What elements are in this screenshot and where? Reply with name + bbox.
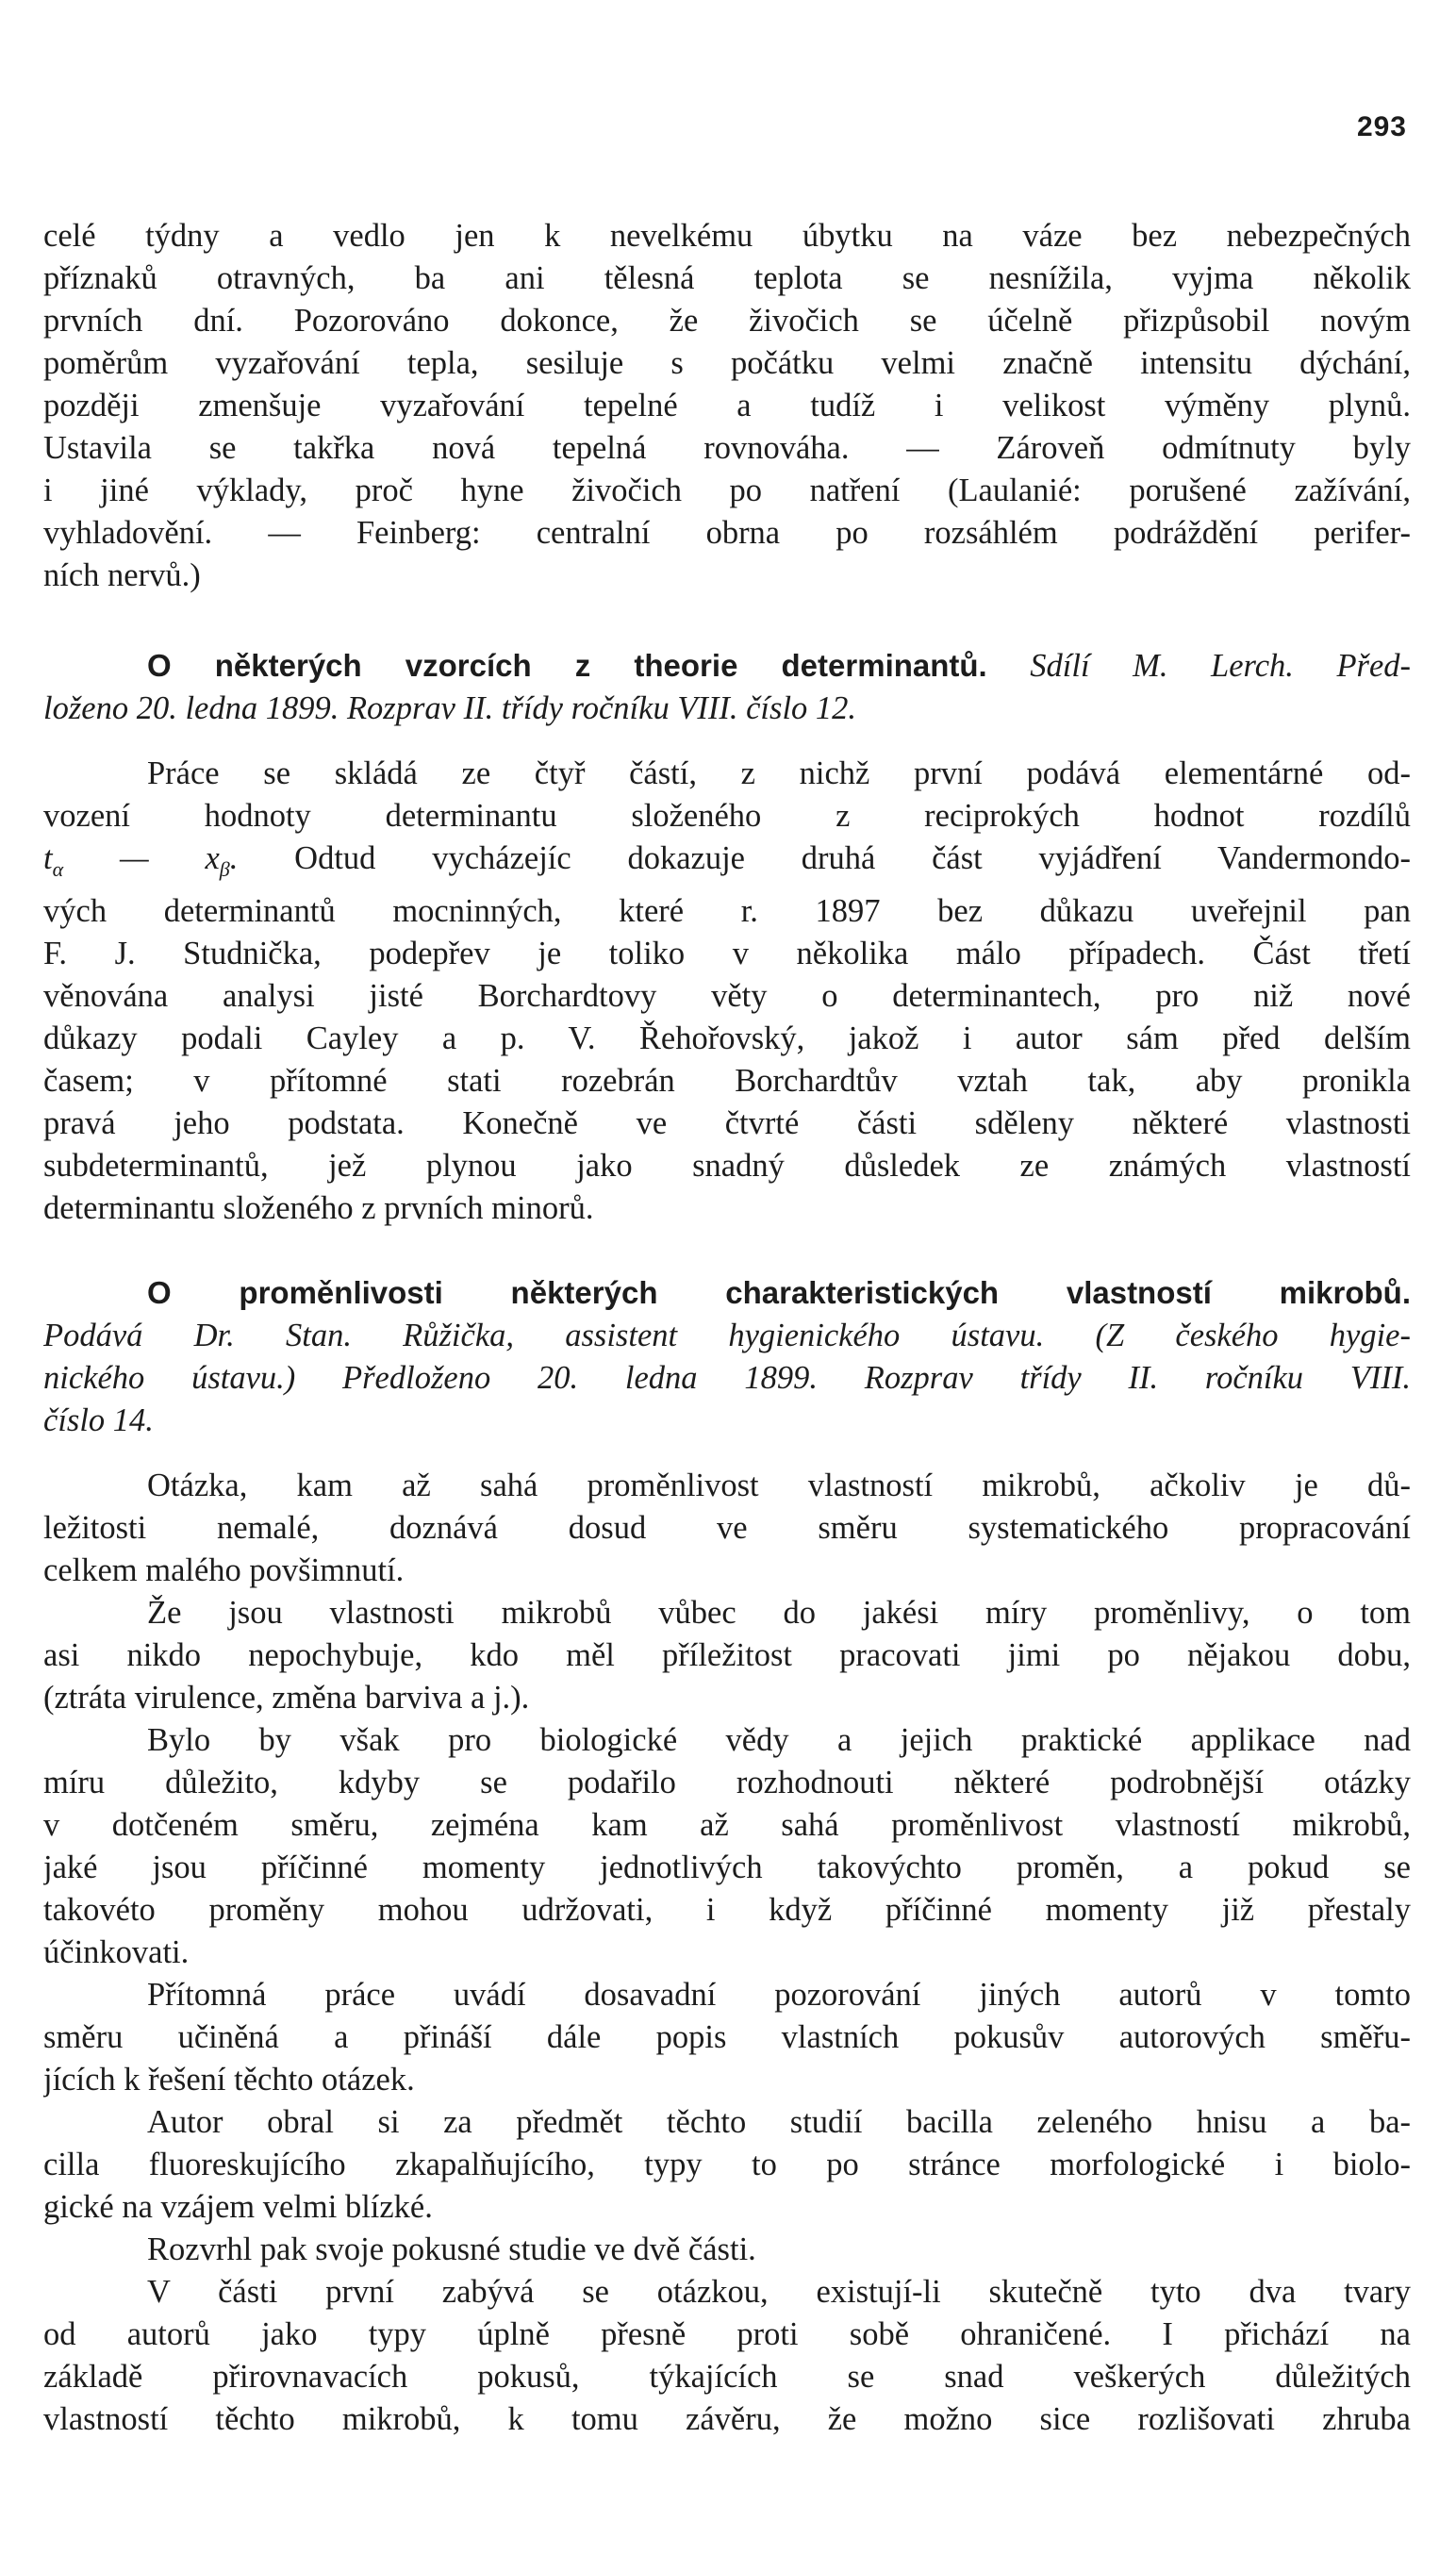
text-line: Autor obral si za předmět těchto studií bacilla zeleného hnisu a ba- bbox=[147, 2104, 1411, 2140]
intro-paragraph bbox=[43, 215, 1411, 597]
article-meta-line: loženo 20. ledna 1899. Rozprav II. třídy ročníku VIII. číslo 12. bbox=[43, 690, 857, 726]
text-line: gické na vzájem velmi blízké. bbox=[43, 2189, 433, 2225]
text-line: příznaků otravných, ba ani tělesná teplota se nesnížila, vyjma několik bbox=[43, 260, 1411, 296]
text-line: cilla fluoreskujícího zkapalňujícího, typy to po stránce morfologické i biolo- bbox=[43, 2147, 1411, 2182]
text-line: základě přirovnavacích pokusů, týkajících se snad veškerých důležitých bbox=[43, 2359, 1411, 2395]
article-heading bbox=[43, 644, 1411, 730]
text-line: Že jsou vlastnosti mikrobů vůbec do jakési míry proměnlivy, o tom bbox=[147, 1595, 1411, 1631]
text-line: účinkovati. bbox=[43, 1934, 190, 1970]
article-title: O některých vzorcích z theorie determinantů. bbox=[147, 648, 987, 683]
text-line: později zmenšuje vyzařování tepelné a tudíž i velikost výměny plynů. bbox=[43, 388, 1411, 423]
text-line: Rozvrhl pak svoje pokusné studie ve dvě části. bbox=[147, 2231, 756, 2267]
text-line: Práce se skládá ze čtyř částí, z nichž první podává elementárné od- bbox=[147, 755, 1411, 791]
article-heading bbox=[43, 1271, 1411, 1442]
article-title: O proměnlivosti některých charakteristických vlastností mikrobů. bbox=[147, 1275, 1411, 1310]
text-line: poměrům vyzařování tepla, sesiluje s počátku velmi značně intensitu dýchání, bbox=[43, 345, 1411, 381]
text-line: ležitosti nemalé, doznává dosud ve směru systematického propracování bbox=[43, 1510, 1411, 1546]
article-meta-line: nického ústavu.) Předloženo 20. ledna 1899. Rozprav třídy II. ročníku VIII. bbox=[43, 1360, 1411, 1396]
text-line: celkem malého povšimnutí. bbox=[43, 1552, 405, 1588]
text-line: ních nervů.) bbox=[43, 557, 201, 593]
text-line: Otázka, kam až sahá proměnlivost vlastností mikrobů, ačkoliv je dů- bbox=[147, 1468, 1411, 1503]
heading-line bbox=[43, 1271, 1411, 1315]
text-line: důkazy podali Cayley a p. V. Řehořovský, jakož i autor sám před delším bbox=[43, 1020, 1411, 1056]
text-line: (ztráta virulence, změna barviva a j.). bbox=[43, 1680, 530, 1716]
text-line: jících k řešení těchto otázek. bbox=[43, 2062, 415, 2098]
text-line: vyhladovění. — Feinberg: centralní obrna po rozsáhlém podráždění perifer- bbox=[43, 515, 1411, 551]
text-line: vých determinantů mocninných, které r. 1897 bez důkazu uveřejnil pan bbox=[43, 893, 1411, 929]
text-line: prvních dní. Pozorováno dokonce, že živočich se účelně přizpůsobil novým bbox=[43, 303, 1411, 339]
text-line: celé týdny a vedlo jen k nevelkému úbytku na váze bez nebezpečných bbox=[43, 218, 1411, 254]
article-body bbox=[43, 753, 1411, 1230]
text-line: V části první zabývá se otázkou, existují-li skutečně tyto dva tvary bbox=[147, 2274, 1411, 2310]
text-line: F. J. Studnička, podepřev je toliko v několika málo případech. Část třetí bbox=[43, 936, 1411, 971]
text-line: od autorů jako typy úplně přesně proti sobě ohraničené. I přichází na bbox=[43, 2316, 1411, 2352]
article-meta: Sdílí M. Lerch. Před- bbox=[1030, 648, 1411, 684]
text-line: vození hodnoty determinantu složeného z reciprokých hodnot rozdílů bbox=[43, 798, 1411, 834]
text-line: i jiné výklady, proč hyne živočich po natření (Laulanié: porušené zažívání, bbox=[43, 473, 1411, 508]
article-meta-line: číslo 14. bbox=[43, 1402, 154, 1438]
text-line: $t_\alpha$ — $x_\beta$. Odtud vycházejíc dokazuje druhá část vyjádření Vandermondo- bbox=[43, 840, 1411, 881]
text-line: časem; v přítomné stati rozebrán Borchardtův vztah tak, aby pronikla bbox=[43, 1063, 1411, 1099]
article-body bbox=[43, 1465, 1411, 2441]
text-line: Ustavila se takřka nová tepelná rovnováha. — Zároveň odmítnuty byly bbox=[43, 430, 1411, 466]
text-line: asi nikdo nepochybuje, kdo měl příležitost pracovati jimi po nějakou dobu, bbox=[43, 1637, 1411, 1673]
text-line: jaké jsou příčinné momenty jednotlivých takovýchto proměn, a pokud se bbox=[43, 1849, 1411, 1885]
text-line: věnována analysi jisté Borchardtovy věty o determinantech, pro niž nové bbox=[43, 978, 1411, 1014]
text-line: Bylo by však pro biologické vědy a jejich praktické applikace nad bbox=[147, 1722, 1411, 1758]
text-line: v dotčeném směru, zejména kam až sahá proměnlivost vlastností mikrobů, bbox=[43, 1807, 1411, 1843]
text-line: vlastností těchto mikrobů, k tomu závěru, že možno sice rozlišovati zhruba bbox=[43, 2401, 1411, 2437]
text-line: míru důležito, kdyby se podařilo rozhodnouti některé podrobnější otázky bbox=[43, 1765, 1411, 1800]
text-line: takovéto proměny mohou udržovati, i když příčinné momenty již přestaly bbox=[43, 1892, 1411, 1928]
page-number: 293 bbox=[1356, 111, 1407, 142]
math-expression: $t_\alpha$ — $x_\beta$. bbox=[43, 840, 239, 881]
article-meta-line: Podává Dr. Stan. Růžička, assistent hygienického ústavu. (Z českého hygie- bbox=[43, 1318, 1411, 1353]
text-line: determinantu složeného z prvních minorů. bbox=[43, 1190, 594, 1226]
text-line: pravá jeho podstata. Konečně ve čtvrté části sděleny některé vlastnosti bbox=[43, 1105, 1411, 1141]
text-line: Přítomná práce uvádí dosavadní pozorování jiných autorů v tomto bbox=[147, 1977, 1411, 2013]
text-line: subdeterminantů, jež plynou jako snadný důsledek ze známých vlastností bbox=[43, 1148, 1411, 1184]
text-line: směru učiněná a přináší dále popis vlastních pokusův autorových směřu- bbox=[43, 2019, 1411, 2055]
heading-line bbox=[43, 644, 1411, 688]
